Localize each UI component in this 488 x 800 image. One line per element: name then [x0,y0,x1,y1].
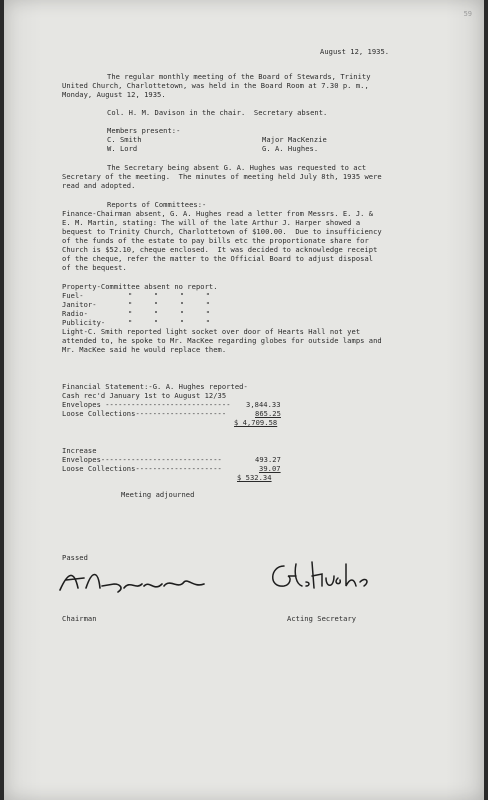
committee-row: Property-Committee absent no report. [62,282,218,291]
financial-total: $ 4,709.58 [234,418,278,427]
member: W. Lord [107,144,138,153]
financial-heading: Financial Statement:-G. A. Hughes reported- [62,382,248,391]
chairman-label: Chairman [62,614,97,623]
increase-row-label: Loose Collections-------------------- [62,464,222,473]
increase-row-label: Envelopes---------------------------- [62,455,222,464]
committee-row: Radio- [62,309,88,318]
financial-subheading: Cash rec'd January 1st to August 12/35 [62,391,227,400]
passed-label: Passed [62,553,88,562]
committee-row: Fuel- [62,291,84,300]
ditto-marks: " " " " [128,318,211,327]
member: G. A. Hughes. [262,144,319,153]
increase-heading: Increase [62,446,97,455]
meeting-date: August 12, 1935. [320,47,390,56]
financial-row-amount: 3,844.33 [246,400,281,409]
document-page: 59 August 12, 1935. The regular monthly meeting of the Board of Stewards, Trinity United Church, Charlottetown, was held in the Board Room at 7.30 p. m., Monday, August 12, 1935. Col. H. M. Davison in the chair. Secretary absent. Members present:- C. Smith W. Lord Major MacKenzie G. A. Hughes. The Secretary being absent G. A. Hughes was requested to act Secretary of the meeting. The minutes of meeting held July 8th, 1935 were read and adopted. Reports of Committees:- Finance-Chairman absent, G. A. Hughes read a letter from Messrs. E. J. & E. M. Martin, stating: The will of the late Arthur J. Harper showed a bequest to Trinity Church, Charlottetown of $100.00. Due to insufficiency of the funds of the estate to pay bills etc the proportionate share for Church is $52.10, cheque enclosed. It was decided to acknowledge receipt of the cheque, refer the matter to the Official Board to adjust disposal of the bequest. Property-Committee absent no report. Fuel- " " " " Janitor- " " " " Radio- " " " " Publicity- " " " " Light-C. Smith reported light socket over door of Hearts Hall not yet attended to, he spoke to Mr. MacKee regarding globes for outside lamps and Mr. MacKee said he would replace them. Financial Statement:-G. A. Hughes reported- Cash rec'd January 1st to August 12/35 Envelopes ----------------------------- 3,844.33 Loose Collections--------------------- 865.25 $ 4,709.58 Increase Envelopes---------------------------- 493.27 Loose Collections-------------------- 39.07 $ 532.34 Meeting adjourned Passed Chairman Acting Secretary [4,0,484,800]
meeting-adjourned: Meeting adjourned [121,490,195,499]
page-edge-right [484,0,488,800]
committee-row: Janitor- [62,300,97,309]
member: Major MacKenzie [262,135,327,144]
financial-row-label: Loose Collections--------------------- [62,409,227,418]
chairman-signature [54,566,224,602]
ditto-marks: " " " " [128,291,211,300]
acting-secretary-label: Acting Secretary [287,614,357,623]
committee-row: Publicity- [62,318,106,327]
member: C. Smith [107,135,142,144]
ditto-marks: " " " " [128,309,211,318]
financial-row-amount: 865.25 [255,409,281,418]
increase-row-amount: 493.27 [255,455,281,464]
page-number: 59 [463,10,472,18]
members-heading: Members present:- [107,126,181,135]
chair-line: Col. H. M. Davison in the chair. Secretary absent. [107,108,328,117]
increase-total: $ 532.34 [237,473,272,482]
ditto-marks: " " " " [128,300,211,309]
secretary-signature [266,556,376,594]
increase-row-amount: 39.07 [259,464,281,473]
financial-row-label: Envelopes ----------------------------- [62,400,231,409]
reports-heading: Reports of Committees:- [107,200,207,209]
